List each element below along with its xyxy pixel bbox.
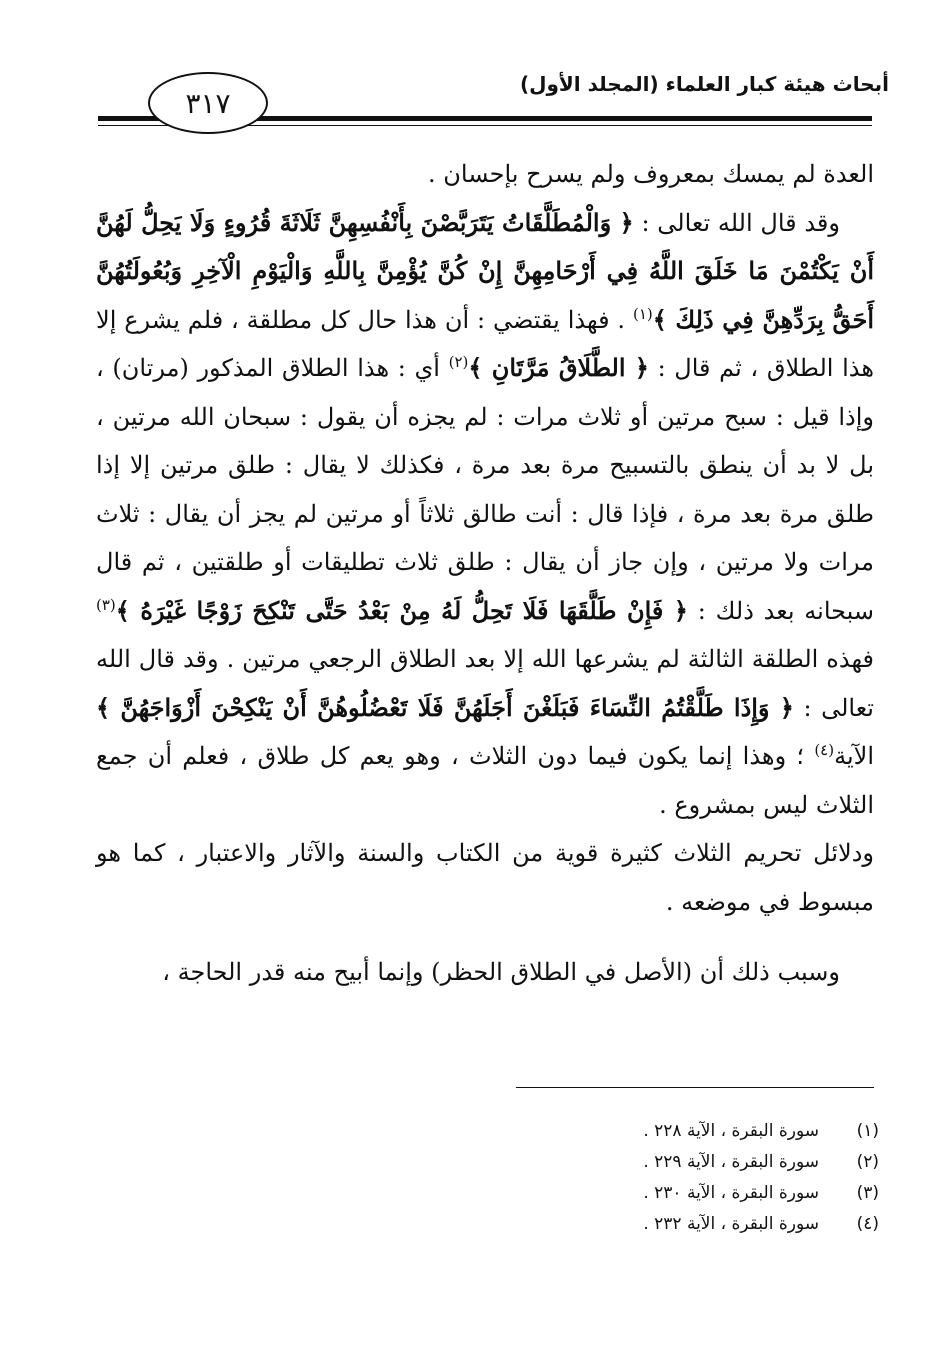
footnote-number: (٤): [856, 1214, 879, 1234]
footnote-rule: [516, 1087, 874, 1088]
footnote-ref-1: (١): [632, 304, 653, 323]
footnote-ref-4: (٤): [814, 741, 835, 759]
quran-quote-4: ﴿ وَإِذَا طَلَّقْتُمُ النِّسَاءَ فَبَلَغْنَ أَجَلَهُنَّ فَلَا تَعْضُلُوهُنَّ أَنْ يَنْكِحْنَ أَزْوَاجَهُنَّ ﴾: [96, 692, 794, 722]
quran-quote-3: ﴿ فَإِنْ طَلَّقَهَا فَلَا تَحِلُّ لَهُ مِنْ بَعْدُ حَتَّى تَنْكِحَ زَوْجًا غَيْرَهُ ﴾: [115, 595, 688, 625]
quran-quote-1: ﴿ وَالْمُطَلَّقَاتُ يَتَرَبَّصْنَ بِأَنْفُسِهِنَّ ثَلَاثَةَ قُرُوءٍ وَلَا يَحِلُّ لَهُنَّ أَنْ يَكْتُمْنَ مَا خَلَقَ اللَّهُ فِي أَرْحَامِهِنَّ إِنْ كُنَّ يُؤْمِنَّ بِاللَّهِ وَالْيَوْمِ الْآخِرِ وَبُعُولَتُهُنَّ أَحَقُّ بِرَدِّهِنَّ فِي ذَلِكَ ﴾: [96, 207, 874, 334]
paragraph-2: [96, 199, 874, 830]
footnote-number: (٣): [856, 1183, 879, 1203]
footnote-number: (١): [856, 1121, 879, 1141]
paragraph-2-intro: وقد قال الله تعالى :: [641, 208, 840, 237]
paragraph-4: وسبب ذلك أن (الأصل في الطلاق الحظر) وإنما أبيح منه قدر الحاجة ،: [162, 958, 840, 986]
footnote-text: سورة البقرة ، الآية ٢٣٢ .: [643, 1214, 819, 1234]
running-header: أبحاث هيئة كبار العلماء (المجلد الأول): [519, 72, 889, 96]
footnote-text: سورة البقرة ، الآية ٢٢٩ .: [643, 1152, 819, 1172]
paragraph-2-text-3: فهذه الطلقة الثالثة لم يشرعها الله إلا بعد الطلاق الرجعي مرتين . وقد قال الله تعالى :: [96, 645, 875, 722]
aya-label: الآية: [834, 742, 874, 770]
footnote-item: [539, 1178, 879, 1209]
paragraph-1: العدة لم يمسك بمعروف ولم يسرح بإحسان .: [428, 160, 874, 188]
body-text: [96, 150, 874, 997]
quran-quote-2: ﴿ الطَّلَاقُ مَرَّتَانِ ﴾: [468, 353, 649, 382]
page-number-oval: [148, 72, 268, 134]
footnote-ref-3: (٣): [96, 595, 116, 614]
paragraph-2-text-2: أي : هذا الطلاق المذكور (مرتان) ، وإذا قيل : سبح مرتين أو ثلاث مرات : لم يجزه أن يقول : سبحان الله مرتين ، بل لا بد أن ينطق بالتسبيح مرة بعد مرة ، فكذلك لا يقال : طلق مرتين إلا إذا طلق مرة بعد مرة ، فإذا قال : أنت طالق ثلاثاً أو مرتين لم يجز أن يقال : ثلاث مرات ولا مرتين ، وإن جاز أن يقال : طلق ثلاث تطليقات أو طلقتين ، ثم قال سبحانه بعد ذلك :: [96, 354, 874, 625]
footnote-text: سورة البقرة ، الآية ٢٢٨ .: [643, 1121, 819, 1141]
paragraph-3: ودلائل تحريم الثلاث كثيرة قوية من الكتاب والسنة والآثار والاعتبار ، كما هو مبسوط في موضعه .: [96, 839, 874, 916]
footnotes: [539, 1116, 879, 1240]
footnote-item: [539, 1116, 879, 1147]
paragraph-2-end: ؛ وهذا إنما يكون فيما دون الثلاث ، وهو يعم كل طلاق ، فعلم أن جمع الثلاث ليس بمشروع .: [96, 742, 874, 819]
paragraph-2-text-1: . فهذا يقتضي : أن هذا حال كل مطلقة ، فلم يشرع إلا هذا الطلاق ، ثم قال :: [96, 305, 874, 382]
footnote-item: [539, 1209, 879, 1240]
footnote-text: سورة البقرة ، الآية ٢٣٠ .: [643, 1183, 819, 1203]
footnote-ref-2: (٢): [448, 353, 469, 371]
footnote-item: [539, 1147, 879, 1178]
page-number: ٣١٧: [185, 86, 231, 120]
footnote-number: (٢): [856, 1152, 879, 1172]
